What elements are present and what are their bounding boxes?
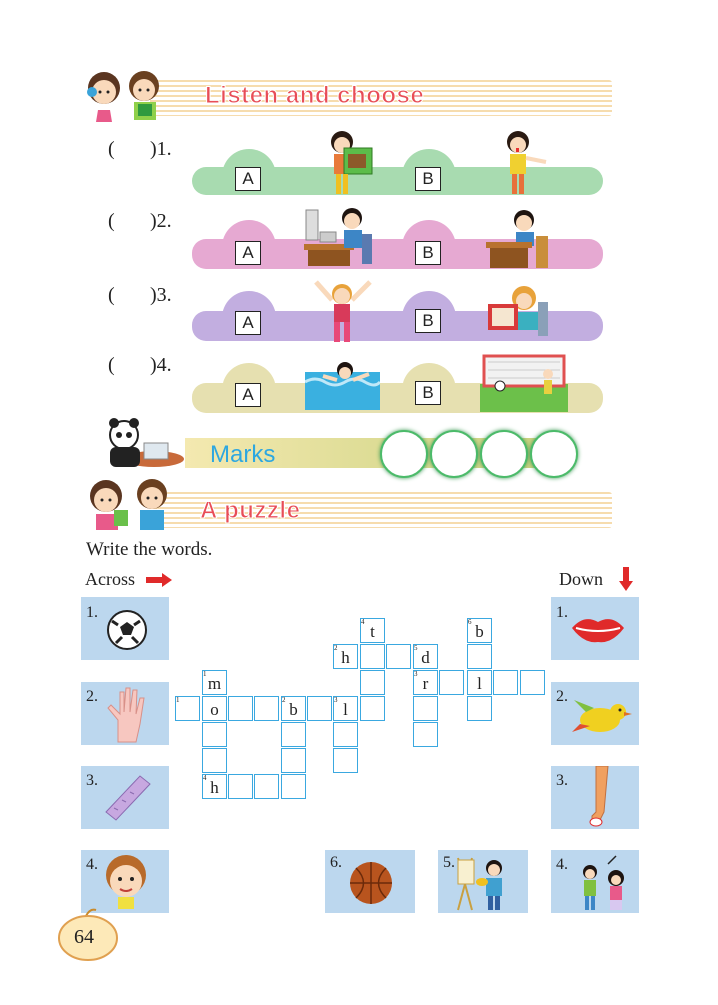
grid-cell[interactable] (254, 696, 279, 721)
girl-brushing-teeth-icon[interactable] (496, 128, 556, 198)
marks-circle-4[interactable] (530, 430, 578, 478)
grid-cell[interactable] (228, 774, 253, 799)
grid-letter: b (289, 700, 298, 719)
grid-cell[interactable] (202, 722, 227, 747)
bird-icon (570, 690, 634, 740)
panda-icon (104, 415, 184, 471)
clue-number: 4 (361, 618, 365, 626)
grid-cell[interactable] (281, 748, 306, 773)
grid-cell[interactable] (202, 696, 227, 721)
grid-cell[interactable] (520, 670, 545, 695)
option-b-label-4[interactable]: B (415, 381, 441, 405)
boy-swimming-icon[interactable] (305, 358, 380, 410)
answer-open-4: ( (108, 354, 115, 376)
grid-cell[interactable] (493, 670, 518, 695)
option-a-label-2[interactable]: A (235, 241, 261, 265)
boy-playing-football-icon[interactable] (480, 354, 568, 412)
across-label: Across (85, 569, 135, 589)
grid-cell[interactable] (360, 696, 385, 721)
clue-number: 3 (334, 696, 338, 704)
across-card-number-3: 3. (86, 772, 98, 789)
grid-cell[interactable] (281, 774, 306, 799)
grid-cell[interactable] (333, 748, 358, 773)
hand-icon (102, 684, 152, 744)
listen-title: Listen and choose (205, 82, 425, 109)
down-card-number-2: 2. (556, 688, 568, 705)
option-a-label-3[interactable]: A (235, 311, 261, 335)
option-a-label-4[interactable]: A (235, 383, 261, 407)
grid-cell[interactable] (202, 748, 227, 773)
grid-letter: t (370, 622, 375, 641)
option-a-label-1[interactable]: A (235, 167, 261, 191)
answer-number-3: )3. (150, 284, 172, 306)
bottom-card-number-6: 6. (330, 854, 342, 871)
grid-cell[interactable] (360, 644, 385, 669)
down-card-number-1: 1. (556, 604, 568, 621)
girl-holding-picture-icon[interactable] (318, 128, 378, 198)
across-card-number-2: 2. (86, 688, 98, 705)
answer-number-4: )4. (150, 354, 172, 376)
boy-at-computer-icon[interactable] (304, 204, 378, 270)
grid-cell[interactable] (386, 644, 411, 669)
girl-arms-up-icon[interactable] (308, 278, 378, 344)
bottom-card-number-5: 5. (443, 854, 455, 871)
grid-cell[interactable] (413, 696, 438, 721)
basketball-icon (348, 860, 394, 906)
grid-letter: b (475, 622, 484, 641)
answer-open-1: ( (108, 138, 115, 160)
grid-letter: h (210, 778, 219, 797)
option-b-label-3[interactable]: B (415, 309, 441, 333)
grid-cell[interactable] (467, 670, 492, 695)
grid-cell[interactable] (360, 670, 385, 695)
clue-number: 4 (203, 774, 207, 782)
grid-cell[interactable] (254, 774, 279, 799)
marks-title: Marks (210, 441, 276, 468)
grid-letter: l (343, 700, 348, 719)
down-card-number-3: 3. (556, 772, 568, 789)
grid-letter: l (477, 674, 482, 693)
marks-circle-3[interactable] (480, 430, 528, 478)
clue-number: 2 (334, 644, 338, 652)
children-with-books-icon (78, 474, 188, 534)
page-number: 64 (74, 926, 94, 948)
grid-letter: m (207, 674, 222, 693)
grid-cell[interactable] (467, 696, 492, 721)
across-card-number-1: 1. (86, 604, 98, 621)
grid-cell[interactable] (413, 722, 438, 747)
boy-painting-icon (452, 852, 522, 912)
grid-letter: h (341, 648, 350, 667)
answer-number-1: )1. (150, 138, 172, 160)
answer-number-2: )2. (150, 210, 172, 232)
clue-number: 1 (203, 670, 207, 678)
grid-letter: r (422, 674, 429, 693)
grid-cell[interactable] (333, 722, 358, 747)
grid-cell[interactable] (467, 644, 492, 669)
boy-and-girl-pointing-icon (572, 852, 638, 912)
answer-open-3: ( (108, 284, 115, 306)
boy-writing-at-desk-icon[interactable] (486, 206, 552, 270)
down-card-number-4: 4. (556, 856, 568, 873)
leg-icon (584, 766, 614, 828)
grid-cell[interactable] (307, 696, 332, 721)
clue-number: 1 (176, 696, 180, 704)
puzzle-title: A puzzle (200, 497, 301, 524)
arrow-down-icon (619, 567, 633, 591)
answer-open-2: ( (108, 210, 115, 232)
grid-letter: d (421, 648, 430, 667)
grid-cell[interactable] (228, 696, 253, 721)
marks-circle-1[interactable] (380, 430, 428, 478)
across-card-number-4: 4. (86, 856, 98, 873)
down-label: Down (559, 569, 603, 589)
lips-icon (570, 614, 626, 644)
football-icon (106, 609, 148, 651)
girl-reading-book-icon[interactable] (486, 282, 552, 342)
grid-cell[interactable] (281, 722, 306, 747)
marks-circle-2[interactable] (430, 430, 478, 478)
clue-number: 3 (414, 670, 418, 678)
option-b-label-1[interactable]: B (415, 167, 441, 191)
instruction: Write the words. (86, 539, 213, 560)
ruler-icon (102, 772, 154, 824)
arrow-right-icon (146, 573, 172, 587)
clue-number: 6 (468, 618, 472, 626)
grid-letter: o (210, 700, 219, 719)
grid-cell[interactable] (439, 670, 464, 695)
clue-number: 5 (414, 644, 418, 652)
option-b-label-2[interactable]: B (415, 241, 441, 265)
children-reading-icon (78, 64, 178, 124)
clue-number: 2 (282, 696, 286, 704)
boy-face-icon (102, 853, 150, 909)
